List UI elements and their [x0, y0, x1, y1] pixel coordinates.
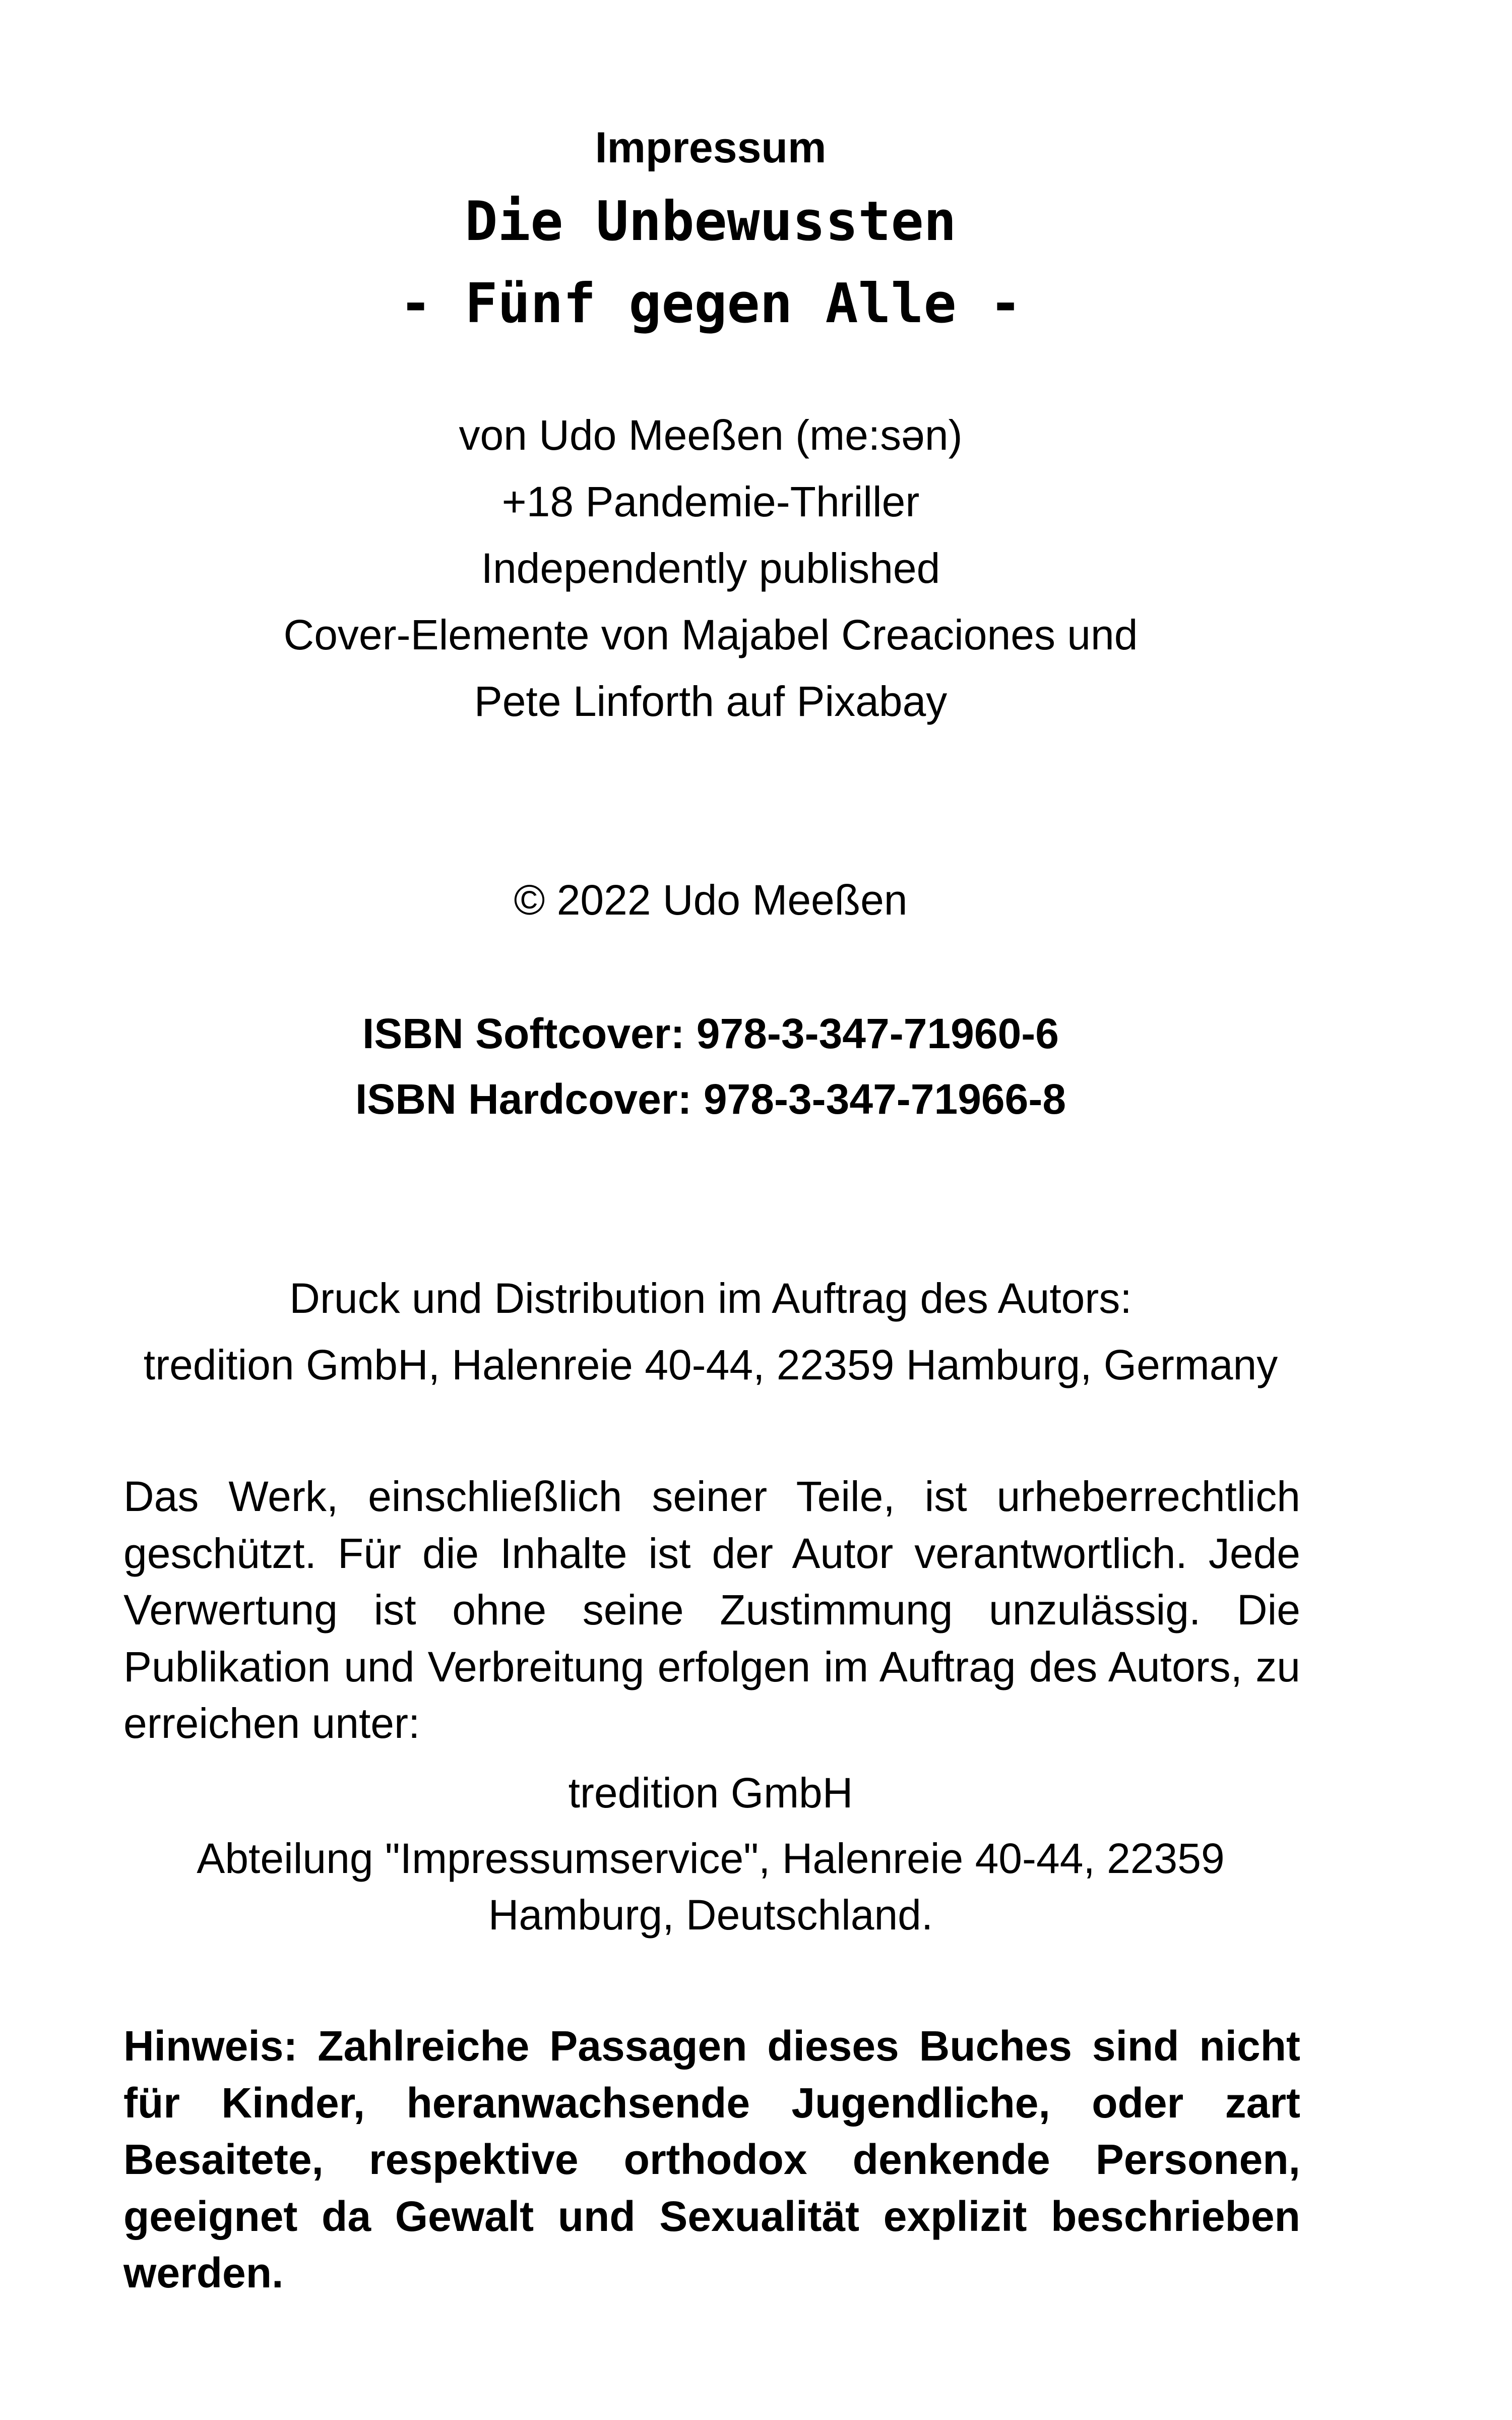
- contact-company: tredition GmbH: [568, 1769, 853, 1817]
- copyright-line: © 2022 Udo Meeßen: [514, 876, 908, 924]
- book-title-line-1: Die Unbewussten: [465, 190, 957, 253]
- copyright-notice-paragraph: Das Werk, einschließlich seiner Teile, ist urheberrechtlich geschützt. Für die Inhalte ist der Autor verantwortlich. Jede Verwertung ist ohne seine Zustimmung unzulässig. Die Publikation und Verbreitung erfolgen im Auftrag des Autors, zu erreichen unter:: [123, 1473, 1300, 1747]
- publisher-line: Independently published: [481, 544, 940, 592]
- content-warning-paragraph: Hinweis: Zahlreiche Passagen dieses Buches sind nicht für Kinder, heranwachsende Jugendliche, oder zart Besaitete, respektive orthodox denkende Personen, geeignet da Gewalt und Sexualität explizit beschrieben werden.: [123, 2022, 1300, 2296]
- contact-address-line-1: Abteilung "Impressumservice", Halenreie 40-44, 22359: [197, 1835, 1225, 1882]
- print-distribution-line-1: Druck und Distribution im Auftrag des Autors:: [289, 1275, 1132, 1322]
- print-distribution-line-2: tredition GmbH, Halenreie 40-44, 22359 Hamburg, Germany: [143, 1341, 1278, 1388]
- author-line: von Udo Meeßen (me:sən): [459, 411, 963, 459]
- imprint-heading: Impressum: [595, 124, 827, 172]
- cover-credit-line-2: Pete Linforth auf Pixabay: [474, 678, 948, 725]
- contact-address-line-2: Hamburg, Deutschland.: [488, 1891, 933, 1939]
- genre-line: +18 Pandemie-Thriller: [501, 478, 920, 525]
- book-title-line-2: - Fünf gegen Alle -: [399, 272, 1022, 335]
- cover-credit-line-1: Cover-Elemente von Majabel Creaciones und: [283, 611, 1138, 658]
- isbn-hardcover: ISBN Hardcover: 978-3-347-71966-8: [355, 1075, 1066, 1123]
- isbn-softcover: ISBN Softcover: 978-3-347-71960-6: [362, 1010, 1059, 1057]
